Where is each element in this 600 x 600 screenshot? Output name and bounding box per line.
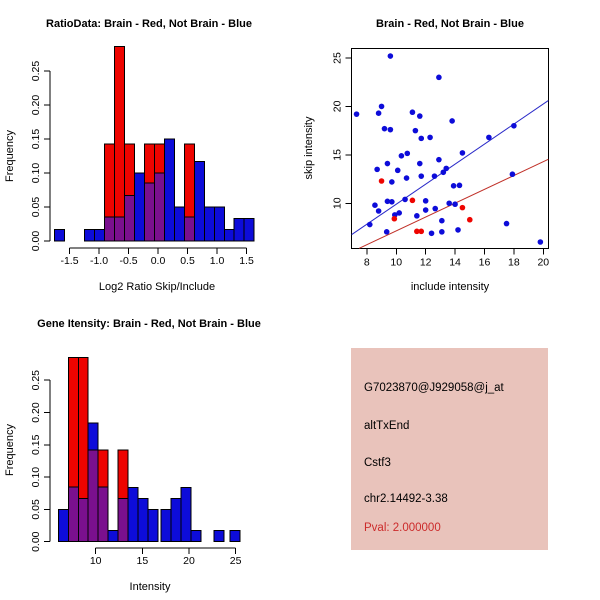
scatter-point-red xyxy=(467,217,473,223)
scatter-point-blue xyxy=(388,127,394,133)
histogram-bar-red xyxy=(115,47,125,241)
histogram-bar-overlap xyxy=(105,217,115,241)
y-axis-label: skip intensity xyxy=(303,116,315,180)
histogram-bar-overlap xyxy=(144,183,154,241)
panel-title: Brain - Red, Not Brain - Blue xyxy=(376,18,524,30)
scatter-point-blue xyxy=(376,208,382,214)
scatter-point-blue xyxy=(399,153,405,159)
scatter-point-blue xyxy=(452,201,458,207)
x-tick-label: 1.0 xyxy=(209,255,225,267)
scatter-point-blue xyxy=(441,169,447,175)
scatter-point-blue xyxy=(389,199,395,205)
histogram-bar-blue xyxy=(54,229,64,241)
x-tick-label: 10 xyxy=(390,256,403,269)
y-tick-label: 0.10 xyxy=(30,466,42,488)
scatter-panel xyxy=(300,0,600,300)
scatter-point-blue xyxy=(446,200,452,206)
x-tick-label: 8 xyxy=(363,256,370,269)
probeset-id-text: G7023870@J929058@j_at xyxy=(364,382,504,394)
scatter-point-blue xyxy=(432,173,438,179)
scatter-point-blue xyxy=(396,210,402,216)
y-tick-label: 0.20 xyxy=(30,402,42,423)
y-axis-label: Frequency xyxy=(4,424,16,476)
ratio-histogram-plot xyxy=(0,0,300,300)
histogram-bar-overlap xyxy=(88,450,98,542)
info-box xyxy=(351,348,548,550)
x-axis-label: include intensity xyxy=(410,281,490,293)
scatter-point-blue xyxy=(460,150,466,156)
x-tick-label: 14 xyxy=(449,256,461,269)
histogram-bar-blue xyxy=(230,531,240,542)
histogram-bar-blue xyxy=(181,487,191,541)
x-tick-label: 15 xyxy=(136,555,149,567)
splice-type-text: altTxEnd xyxy=(364,420,410,432)
info-panel xyxy=(300,300,600,600)
intensity-scatter-plot xyxy=(300,0,600,300)
scatter-point-blue xyxy=(429,230,435,236)
scatter-point-blue xyxy=(504,221,510,227)
scatter-point-blue xyxy=(423,198,429,204)
y-tick-label: 10 xyxy=(331,197,344,210)
scatter-point-blue xyxy=(404,175,410,181)
scatter-point-blue xyxy=(404,151,410,157)
gene-symbol-text: Cstf3 xyxy=(364,457,391,469)
x-tick-label: 16 xyxy=(478,256,491,269)
scatter-point-blue xyxy=(354,111,360,117)
x-tick-label: 0.0 xyxy=(150,255,166,267)
scatter-point-blue xyxy=(384,229,390,235)
histogram-bar-overlap xyxy=(118,498,128,541)
histogram-bar-blue xyxy=(224,229,234,241)
scatter-point-blue xyxy=(410,109,416,115)
histogram-bar-blue xyxy=(244,219,254,241)
scatter-point-blue xyxy=(439,218,445,224)
scatter-point-blue xyxy=(414,213,420,219)
y-tick-label: 0.25 xyxy=(30,60,42,82)
x-tick-label: 25 xyxy=(229,555,242,567)
scatter-point-blue xyxy=(413,128,419,134)
x-tick-label: 12 xyxy=(419,256,432,269)
scatter-point-blue xyxy=(449,118,455,124)
histogram-bar-blue xyxy=(174,207,184,241)
scatter-point-blue xyxy=(418,173,424,179)
y-tick-label: 0.05 xyxy=(30,499,42,520)
histogram-bar-blue xyxy=(95,229,105,241)
x-tick-label: -0.5 xyxy=(119,255,138,267)
histogram-bar-blue xyxy=(171,498,181,541)
scatter-point-blue xyxy=(510,171,516,177)
y-tick-label: 20 xyxy=(331,100,344,113)
scatter-point-blue xyxy=(439,229,445,235)
x-tick-label: -1.0 xyxy=(89,255,109,267)
gene-intensity-histogram-panel xyxy=(0,300,300,600)
scatter-point-blue xyxy=(432,206,438,212)
scatter-point-blue xyxy=(538,239,544,245)
scatter-point-blue xyxy=(486,135,492,141)
scatter-point-blue xyxy=(455,227,461,233)
scatter-point-blue xyxy=(402,197,408,203)
plot-box xyxy=(352,48,549,248)
scatter-point-blue xyxy=(374,167,380,173)
x-tick-label: 20 xyxy=(183,555,195,567)
scatter-point-red xyxy=(460,205,466,211)
y-tick-label: 0.15 xyxy=(30,128,42,150)
scatter-point-blue xyxy=(388,53,394,59)
scatter-point-blue xyxy=(427,135,433,141)
gene-intensity-histogram-plot xyxy=(0,300,300,600)
scatter-point-red xyxy=(379,178,385,184)
y-tick-label: 15 xyxy=(331,148,344,161)
histogram-bar-blue xyxy=(204,207,214,241)
histogram-bar-blue xyxy=(191,531,201,542)
y-tick-label: 0.00 xyxy=(30,230,42,252)
scatter-point-blue xyxy=(372,202,378,208)
histogram-bar-blue xyxy=(128,487,138,541)
x-tick-label: 18 xyxy=(508,256,520,269)
histogram-bar-blue xyxy=(108,531,118,542)
x-tick-label: 10 xyxy=(89,555,102,567)
histogram-bar-blue xyxy=(148,509,158,541)
scatter-point-blue xyxy=(389,179,395,185)
histogram-bar-blue xyxy=(138,498,148,541)
y-tick-label: 0.25 xyxy=(30,369,42,391)
y-tick-label: 0.05 xyxy=(30,196,42,218)
scatter-point-blue xyxy=(436,75,442,81)
histogram-bar-blue xyxy=(85,229,95,241)
scatter-point-blue xyxy=(367,222,373,228)
x-axis-label: Log2 Ratio Skip/Include xyxy=(98,281,216,293)
pval-text: Pval: 2.000000 xyxy=(364,522,441,534)
y-tick-label: 0.20 xyxy=(30,94,42,116)
x-tick-label: 1.5 xyxy=(239,255,254,267)
histogram-bar-overlap xyxy=(184,217,194,241)
y-tick-label: 0.15 xyxy=(30,434,42,456)
histogram-bar-overlap xyxy=(125,195,135,241)
histogram-bar-overlap xyxy=(98,487,108,542)
histogram-bar-blue xyxy=(214,207,224,241)
scatter-point-blue xyxy=(385,161,391,167)
histogram-bar-overlap xyxy=(78,498,88,541)
ratio-histogram-panel xyxy=(0,0,300,300)
y-tick-label: 0.00 xyxy=(30,531,42,552)
scatter-point-blue xyxy=(382,126,388,132)
histogram-bar-blue xyxy=(161,509,171,541)
y-tick-label: 0.10 xyxy=(30,162,42,184)
scatter-point-blue xyxy=(423,207,429,213)
scatter-point-blue xyxy=(451,183,457,189)
x-tick-label: 20 xyxy=(537,256,550,269)
scatter-point-blue xyxy=(376,110,382,116)
scatter-point-blue xyxy=(395,168,401,174)
panel-title: RatioData: Brain - Red, Not Brain - Blue xyxy=(46,18,252,30)
scatter-point-blue xyxy=(417,161,423,167)
histogram-bar-overlap xyxy=(115,217,125,241)
scatter-point-blue xyxy=(418,136,424,142)
scatter-point-blue xyxy=(417,113,423,119)
panel-title: Gene Itensity: Brain - Red, Not Brain - Blue xyxy=(37,318,261,330)
scatter-point-blue xyxy=(511,123,517,129)
histogram-bar-blue xyxy=(58,509,68,541)
histogram-bar-overlap xyxy=(154,173,164,241)
y-tick-label: 25 xyxy=(331,52,344,64)
x-tick-label: -1.5 xyxy=(60,255,79,267)
y-axis-label: Frequency xyxy=(4,130,16,182)
histogram-bar-blue xyxy=(135,173,145,241)
scatter-point-red xyxy=(410,198,416,204)
histogram-bar-overlap xyxy=(68,487,78,542)
scatter-point-blue xyxy=(379,104,385,110)
histogram-bar-blue xyxy=(164,139,174,241)
scatter-point-red xyxy=(392,216,398,222)
scatter-point-blue xyxy=(436,157,442,163)
histogram-bar-blue xyxy=(214,531,224,542)
scatter-point-blue xyxy=(457,183,463,189)
scatter-point-red xyxy=(418,229,424,235)
x-tick-label: 0.5 xyxy=(180,255,195,267)
locus-text: chr2.14492-3.38 xyxy=(364,493,448,505)
x-axis-label: Intensity xyxy=(129,581,171,593)
histogram-bar-blue xyxy=(194,161,204,241)
histogram-bar-blue xyxy=(234,219,244,241)
